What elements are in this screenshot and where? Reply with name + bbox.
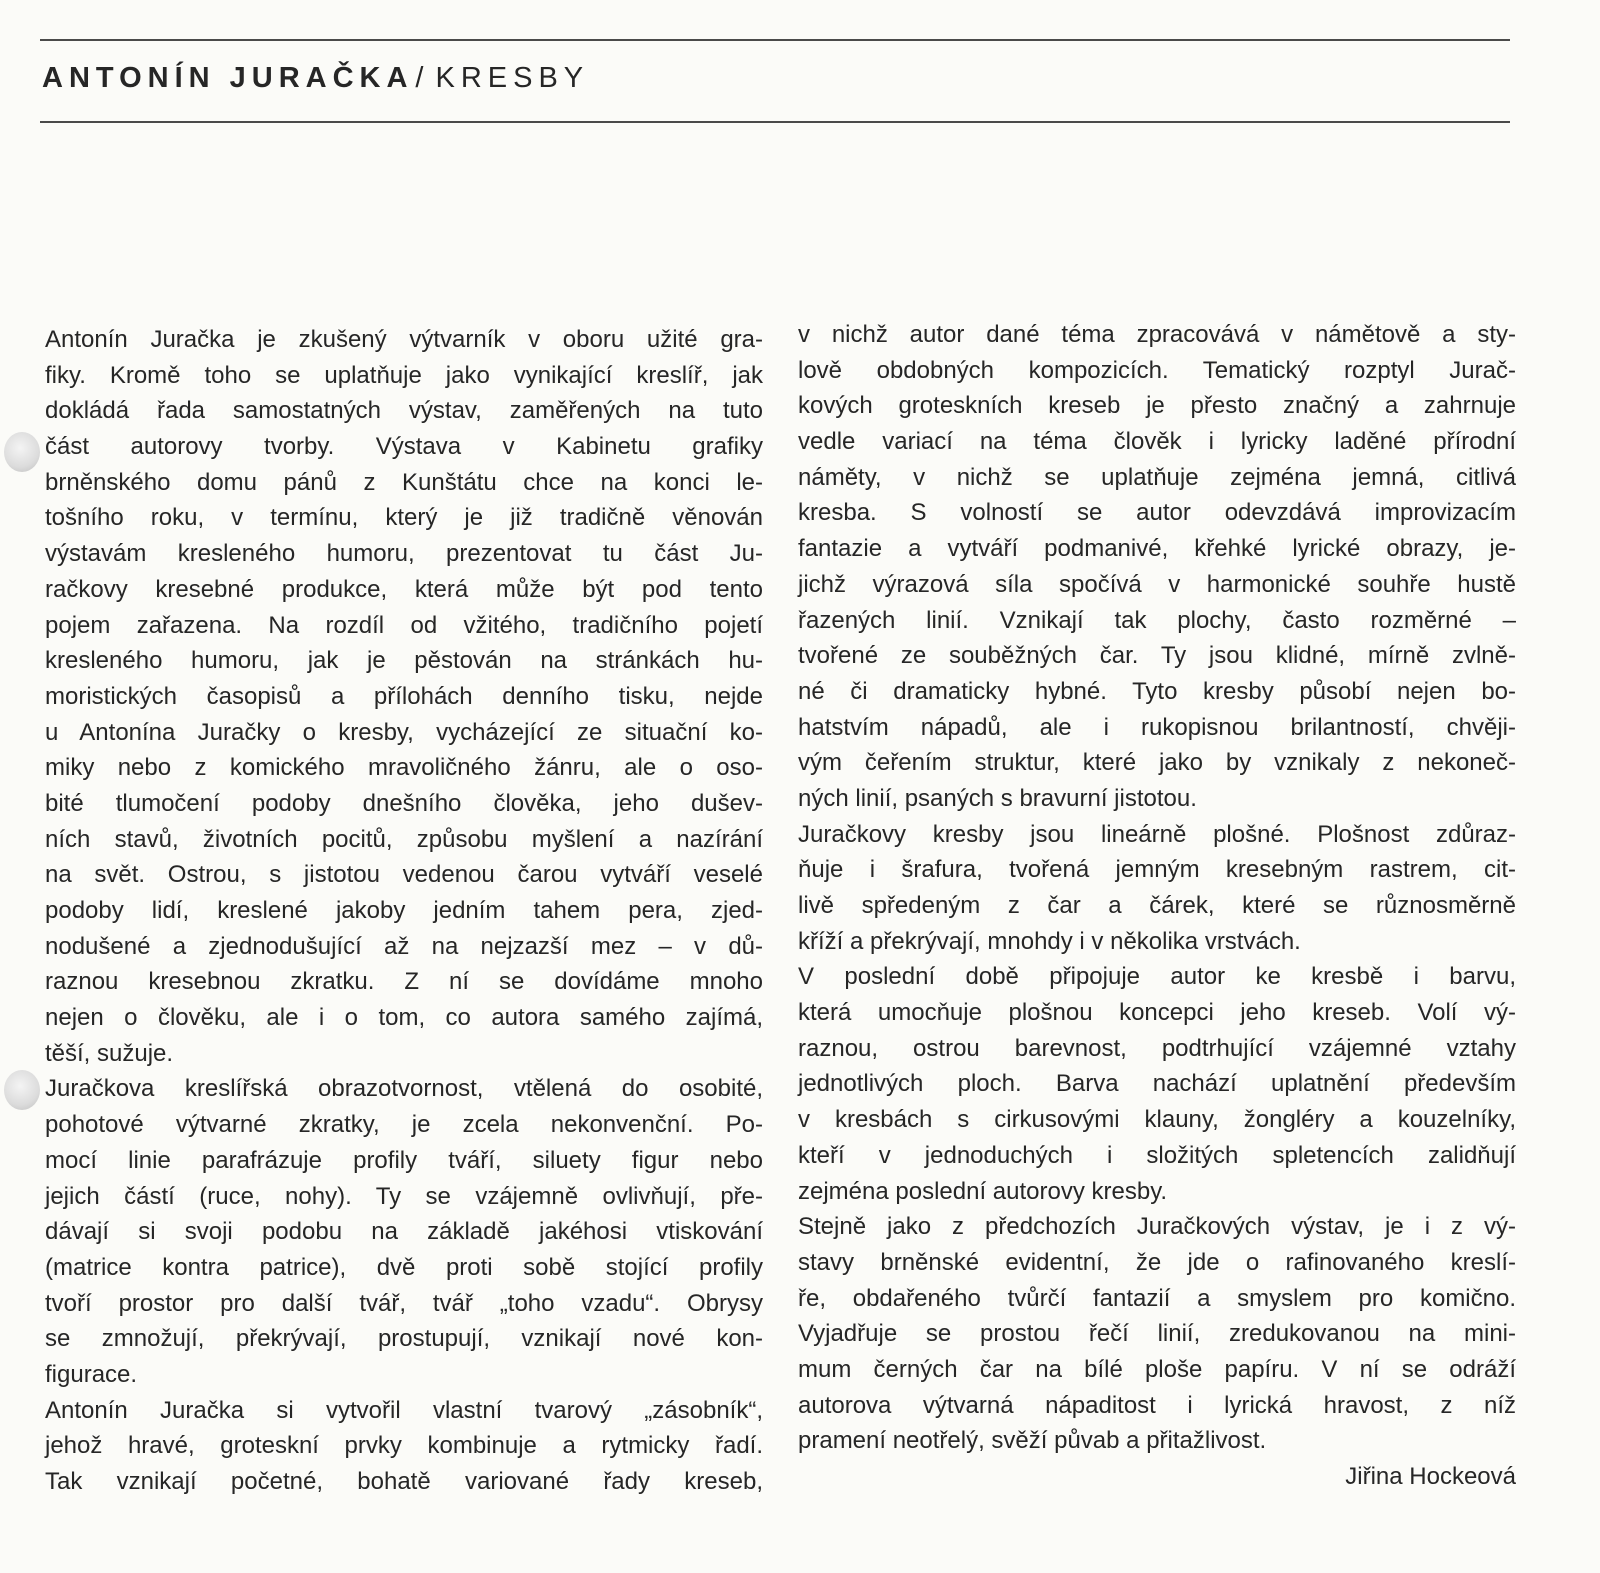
- text-line: jehož hravé, groteskní prvky kombinuje a rytmicky řadí.: [45, 1432, 763, 1460]
- text-line: jednotlivých ploch. Barva nachází uplatnění především: [798, 1070, 1516, 1098]
- paragraph: [45, 322, 763, 1071]
- text-line: v nichž autor dané téma zpracovává v námětově a sty-: [798, 321, 1516, 348]
- text-line: račkovy kresebné produkce, která může být pod tento: [45, 575, 763, 603]
- text-line: kteří v jednoduchých i složitých spletencích zalidňují: [798, 1141, 1516, 1169]
- text-line: která umocňuje plošnou koncepci jeho kreseb. Volí vý-: [798, 999, 1516, 1027]
- title-subtitle: KRESBY: [435, 62, 590, 94]
- text-line: Antonín Juračka si vytvořil vlastní tvarový „zásobník“,: [45, 1396, 763, 1424]
- text-column-right: [798, 317, 1516, 1495]
- text-line: brněnského domu pánů z Kunštátu chce na konci le-: [45, 468, 763, 496]
- text-line: nodušené a zjednodušující až na nejzazší mez – v dů-: [45, 932, 763, 960]
- top-rule: [40, 39, 1510, 41]
- text-line: řazených linií. Vznikají tak plochy, často rozměrné –: [798, 606, 1516, 634]
- text-line: jichž výrazová síla spočívá v harmonické souhře hustě: [798, 570, 1516, 598]
- text-line: dávají si svoji podobu na základě jakéhosi vtiskování: [45, 1218, 763, 1246]
- text-line: raznou, ostrou barevnost, podtrhující vzájemné vztahy: [798, 1034, 1516, 1062]
- text-line: Tak vznikají početné, bohatě variované řady kreseb,: [45, 1468, 763, 1495]
- text-line: nejen o člověku, ale i o tom, co autora samého zajímá,: [45, 1004, 763, 1032]
- bottom-rule: [40, 121, 1510, 123]
- text-line: tošního roku, v termínu, který je již tradičně věnován: [45, 504, 763, 532]
- text-line: fantazie a vytváří podmanivé, křehké lyrické obrazy, je-: [798, 535, 1516, 563]
- text-line: těší, sužuje.: [45, 1039, 174, 1067]
- text-line: V poslední době připojuje autor ke kresbě i barvu,: [798, 963, 1516, 991]
- punch-hole-icon: [4, 432, 40, 472]
- paragraph: [798, 1209, 1516, 1459]
- text-line: figurace.: [45, 1360, 138, 1388]
- text-line: výstavám kresleného humoru, prezentovat tu část Ju-: [45, 540, 763, 568]
- text-line: kresleného humoru, jak je pěstován na stránkách hu-: [45, 647, 763, 675]
- title-separator: /: [415, 62, 430, 94]
- page-title: [42, 62, 589, 95]
- text-line: se zmnožují, překrývají, prostupují, vznikají nové kon-: [45, 1325, 763, 1353]
- text-line: (matrice kontra patrice), dvě proti sobě stojící profily: [45, 1253, 763, 1281]
- text-line: kříží a překrývají, mnohdy i v několika vrstvách.: [798, 927, 1301, 955]
- text-line: Stejně jako z předchozích Juračkových výstav, je i z vý-: [798, 1213, 1516, 1241]
- text-line: podoby lidí, kreslené jakoby jedním tahem pera, zjed-: [45, 897, 763, 924]
- text-line: tvořené ze souběžných čar. Ty jsou klidné, mírně zvlně-: [798, 642, 1516, 670]
- text-line: fiky. Kromě toho se uplatňuje jako vynikající kreslíř, jak: [45, 361, 763, 389]
- text-line: kresba. S volností se autor odevzdává improvizacím: [798, 499, 1516, 527]
- punch-hole-icon: [4, 1070, 40, 1110]
- paragraph: [45, 1393, 763, 1500]
- text-line: miky nebo z komického mravoličného žánru, ale o oso-: [45, 754, 763, 782]
- paragraph: [798, 317, 1516, 817]
- text-line: část autorovy tvorby. Výstava v Kabinetu grafiky: [45, 433, 763, 461]
- title-author: ANTONÍN JURAČKA: [42, 62, 414, 94]
- text-line: autorova výtvarná nápaditost i lyrická hravost, z níž: [798, 1391, 1516, 1419]
- text-line: vedle variací na téma člověk i lyricky laděné přírodní: [798, 428, 1516, 456]
- text-line: livě spředeným z čar a čárek, které se různosměrně: [798, 892, 1516, 919]
- text-line: bité tlumočení podoby dnešního člověka, jeho dušev-: [45, 789, 763, 817]
- text-line: kových groteskních kreseb je přesto značný a zahrnuje: [798, 392, 1516, 420]
- text-line: né či dramaticky hybné. Tyto kresby působí nejen bo-: [798, 677, 1516, 705]
- text-line: moristických časopisů a přílohách denního tisku, nejde: [45, 682, 763, 710]
- text-line: dokládá řada samostatných výstav, zaměřených na tuto: [45, 397, 763, 425]
- text-line: tvoří prostor pro další tvář, tvář „toho vzadu“. Obrysy: [45, 1289, 763, 1317]
- text-line: mocí linie parafrázuje profily tváří, siluety figur nebo: [45, 1146, 763, 1174]
- text-line: u Antonína Juračky o kresby, vycházející ze situační ko-: [45, 718, 763, 746]
- text-line: pramení neotřelý, svěží půvab a přitažlivost.: [798, 1427, 1267, 1455]
- text-line: Juračkova kreslířská obrazotvornost, vtělená do osobité,: [45, 1075, 763, 1103]
- paragraph: [798, 959, 1516, 1209]
- text-line: ře, obdařeného tvůrčí fantazií a smyslem pro komično.: [798, 1284, 1516, 1312]
- text-line: stavy brněnské evidentní, že jde o rafinovaného kreslí-: [798, 1248, 1516, 1276]
- text-line: lově obdobných kompozicích. Tematický rozptyl Jurač-: [798, 356, 1516, 384]
- text-line: pohotové výtvarné zkratky, je zcela nekonvenční. Po-: [45, 1111, 763, 1139]
- paragraph: [798, 817, 1516, 960]
- paragraph: [45, 1071, 763, 1392]
- text-line: pojem zařazena. Na rozdíl od vžitého, tradičního pojetí: [45, 611, 763, 639]
- text-line: raznou kresebnou zkratku. Z ní se dovídáme mnoho: [45, 968, 763, 996]
- text-line: Vyjadřuje se prostou řečí linií, zredukovanou na mini-: [798, 1320, 1516, 1348]
- text-line: Juračkovy kresby jsou lineárně plošné. Plošnost zdůraz-: [798, 820, 1516, 848]
- text-line: Antonín Juračka je zkušený výtvarník v oboru užité gra-: [45, 326, 763, 353]
- text-line: ňuje i šrafura, tvořená jemným kresebným rastrem, cit-: [798, 856, 1516, 884]
- text-column-left: [45, 322, 763, 1500]
- text-line: náměty, v nichž se uplatňuje zejména jemná, citlivá: [798, 463, 1516, 491]
- text-line: v kresbách s cirkusovými klauny, žongléry a kouzelníky,: [798, 1106, 1516, 1134]
- text-line: hatstvím nápadů, ale i rukopisnou brilantností, chvěji-: [798, 713, 1516, 741]
- text-line: ných linií, psaných s bravurní jistotou.: [798, 784, 1197, 812]
- author-signature: Jiřina Hockeová: [1345, 1463, 1516, 1490]
- text-line: na svět. Ostrou, s jistotou vedenou čarou vytváří veselé: [45, 861, 763, 889]
- text-line: zejména poslední autorovy kresby.: [798, 1177, 1168, 1205]
- text-line: vým čeřením struktur, které jako by vznikaly z nekoneč-: [798, 749, 1516, 777]
- text-line: jejich částí (ruce, nohy). Ty se vzájemně ovlivňují, pře-: [45, 1182, 763, 1210]
- text-line: mum černých čar na bílé ploše papíru. V ní se odráží: [798, 1355, 1516, 1383]
- text-line: ních stavů, životních pocitů, způsobu myšlení a nazírání: [45, 825, 763, 853]
